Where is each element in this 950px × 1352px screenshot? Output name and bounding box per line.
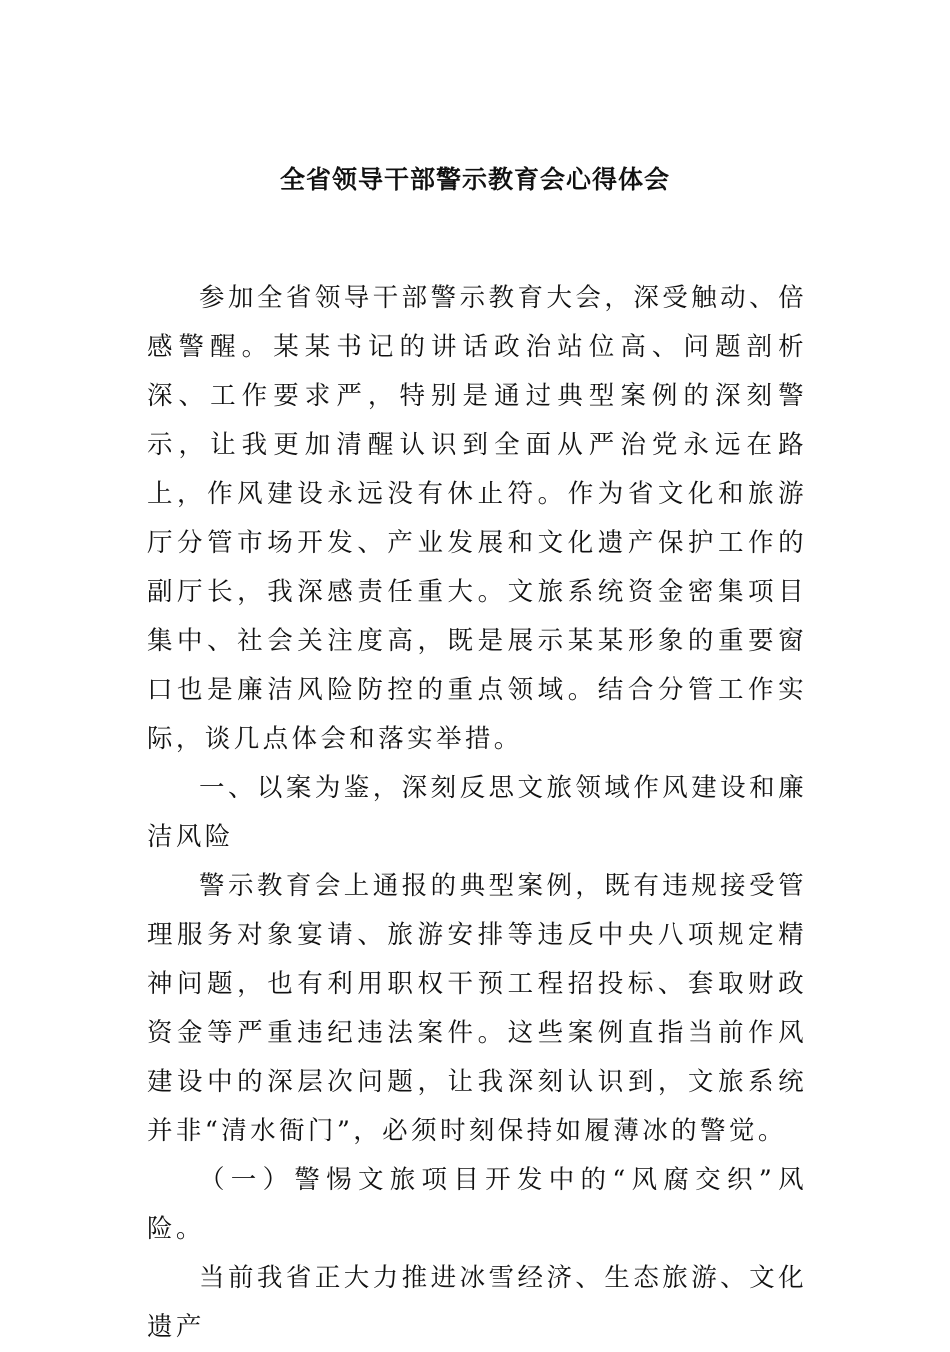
paragraph-section-1: 警示教育会上通报的典型案例，既有违规接受管理服务对象宴请、旅游安排等违反中央八项规定精神问题，也有利用职权干预工程招投标、套取财政资金等严重违纪违法案件。这些案例直指当前作风建设中的深层次问题，让我深刻认识到，文旅系统并非“清水衙门”，必须时刻保持如履薄冰的警觉。 (147, 871, 807, 1146)
subsection-heading-1: （一）警惕文旅项目开发中的“风腐交织”风险。 (147, 1165, 807, 1244)
section-heading-1: 一、以案为鉴，深刻反思文旅领域作风建设和廉洁风险 (147, 773, 807, 852)
paragraph-intro: 参加全省领导干部警示教育大会，深受触动、倍感警醒。某某书记的讲话政治站位高、问题剖析深、工作要求严，特别是通过典型案例的深刻警示，让我更加清醒认识到全面从严治党永远在路上，作风建设永远没有休止符。作为省文化和旅游厅分管市场开发、产业发展和文化遗产保护工作的副厅长，我深感责任重大。文旅系统资金密集项目集中、社会关注度高，既是展示某某形象的重要窗口也是廉洁风险防控的重点领域。结合分管工作实际，谈几点体会和落实举措。 (147, 283, 807, 754)
document-body (147, 274, 807, 1352)
paragraph-subsection-1: 当前我省正大力推进冰雪经济、生态旅游、文化遗产 (147, 1263, 807, 1342)
document-title: 全省领导干部警示教育会心得体会 (279, 165, 670, 194)
